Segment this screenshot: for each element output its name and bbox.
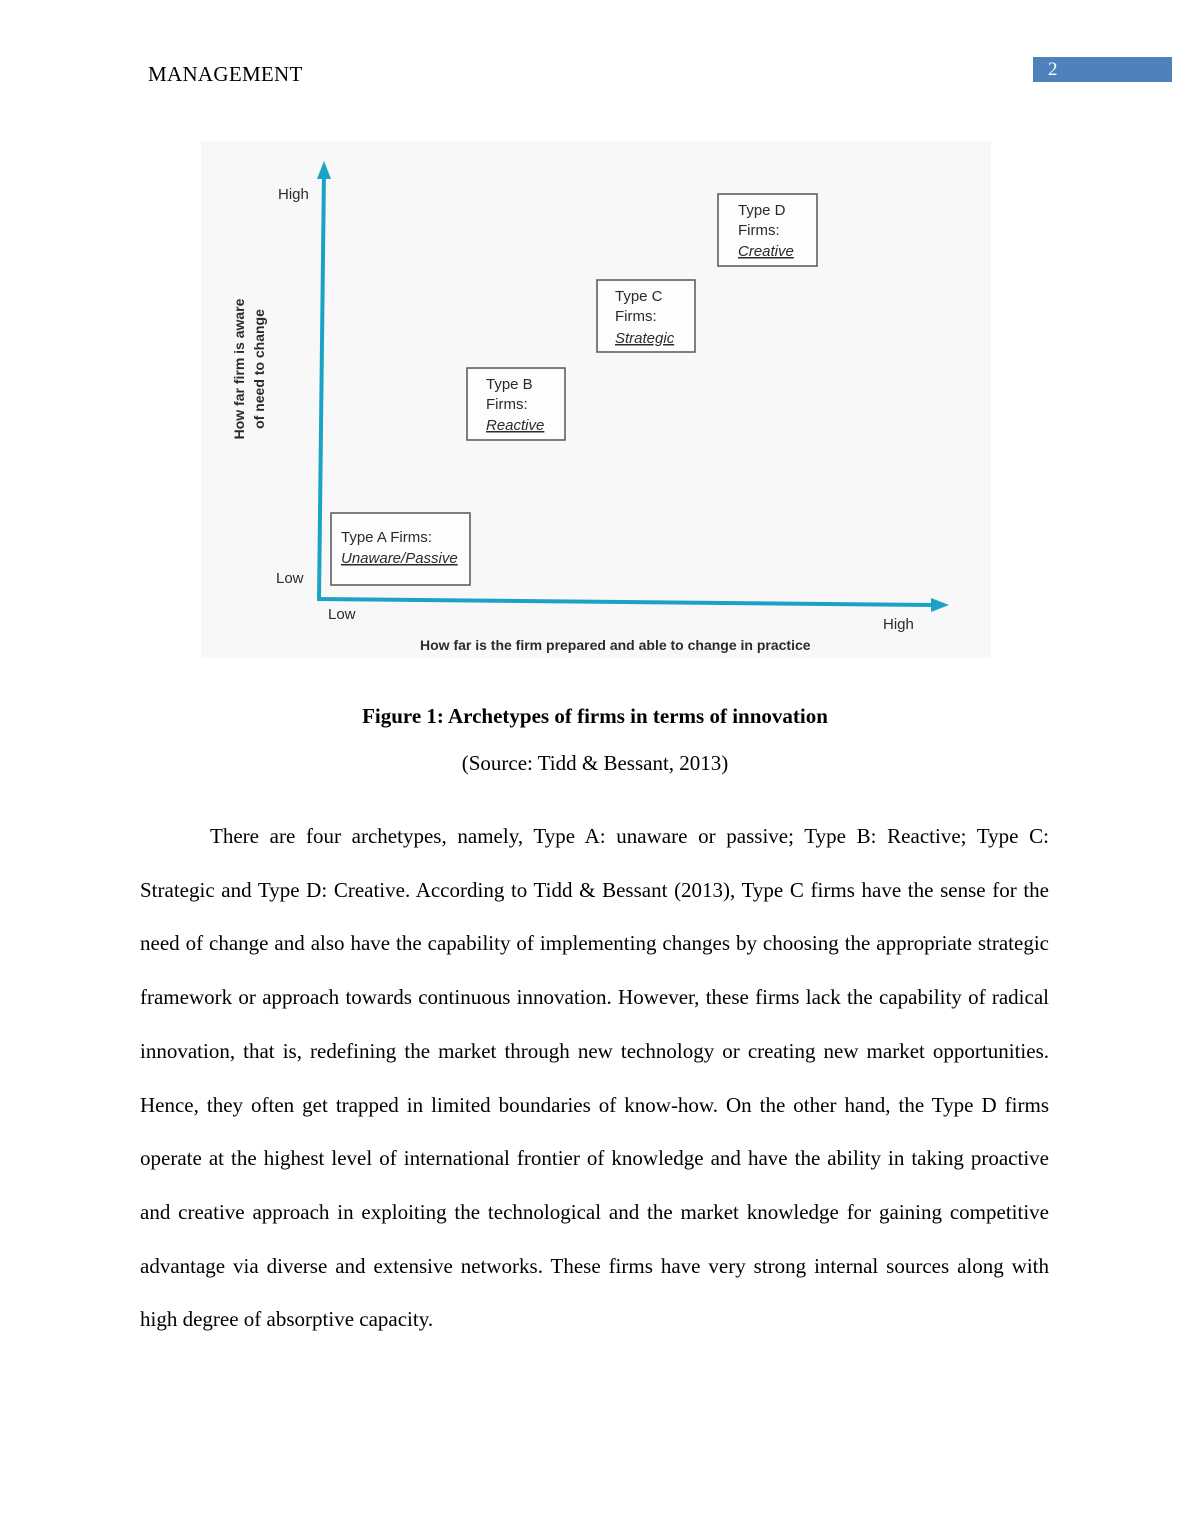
type-c-label-line2: Firms: — [615, 308, 657, 325]
type-c-emphasis: Strategic — [615, 330, 675, 347]
y-axis-low-label: Low — [276, 570, 304, 587]
type-d-label-line2: Firms: — [738, 222, 780, 239]
type-b-box — [467, 368, 565, 440]
y-axis-line — [319, 171, 324, 599]
type-d-emphasis: Creative — [738, 243, 794, 260]
y-axis-title — [231, 298, 267, 439]
archetypes-figure — [201, 141, 991, 658]
x-axis-line — [317, 599, 933, 605]
header-title: MANAGEMENT — [148, 62, 303, 86]
type-b-label-line1: Type B — [486, 376, 533, 393]
figure-source: (Source: Tidd & Bessant, 2013) — [461, 751, 729, 775]
type-d-label-line1: Type D — [738, 202, 786, 219]
type-b-label-line2: Firms: — [486, 396, 528, 413]
figure-caption: Figure 1: Archetypes of firms in terms of innovation — [362, 704, 828, 728]
type-b-emphasis: Reactive — [486, 417, 545, 434]
type-a-label: Type A Firms: — [341, 529, 432, 546]
x-axis-arrowhead — [931, 598, 949, 612]
type-c-label-line1: Type C — [615, 288, 663, 305]
x-axis-title: How far is the firm prepared and able to change in practice — [420, 637, 811, 653]
y-axis-title-line2: of need to change — [251, 309, 267, 429]
type-a-frame — [331, 513, 470, 585]
y-axis-title-line1: How far firm is aware — [231, 298, 247, 440]
archetypes-diagram — [201, 141, 991, 658]
type-a-emphasis: Unaware/Passive — [341, 550, 458, 567]
body-paragraph: There are four archetypes, namely, Type A: unaware or passive; Type B: Reactive; Type C: Strategic and Type D: Creative. According to Tidd & Bessant (2013), Type C firms have the sense for the need of change and also have the capability of implementing changes by choosing the appropriate strategic framework or approach towards continuous innovation. However, these firms lack the capability of radical innovation, that is, redefining the market through new technology or creating new market opportunities. Hence, they often get trapped in limited boundaries of know-how. On the other hand, the Type D firms operate at the highest level of international frontier of knowledge and have the ability in taking proactive and creative approach in exploiting the technological and the market knowledge for gaining competitive advantage via diverse and extensive networks. These firms have very strong internal sources along with high degree of absorptive capacity. — [140, 824, 1049, 1332]
type-a-box — [331, 513, 470, 585]
type-d-box — [718, 194, 817, 266]
page-number: 2 — [1033, 57, 1172, 82]
y-axis-arrowhead — [317, 161, 331, 179]
type-c-box — [597, 280, 695, 352]
x-axis-low-label: Low — [328, 606, 356, 623]
y-axis-high-label: High — [278, 186, 309, 203]
x-axis-high-label: High — [883, 616, 914, 633]
